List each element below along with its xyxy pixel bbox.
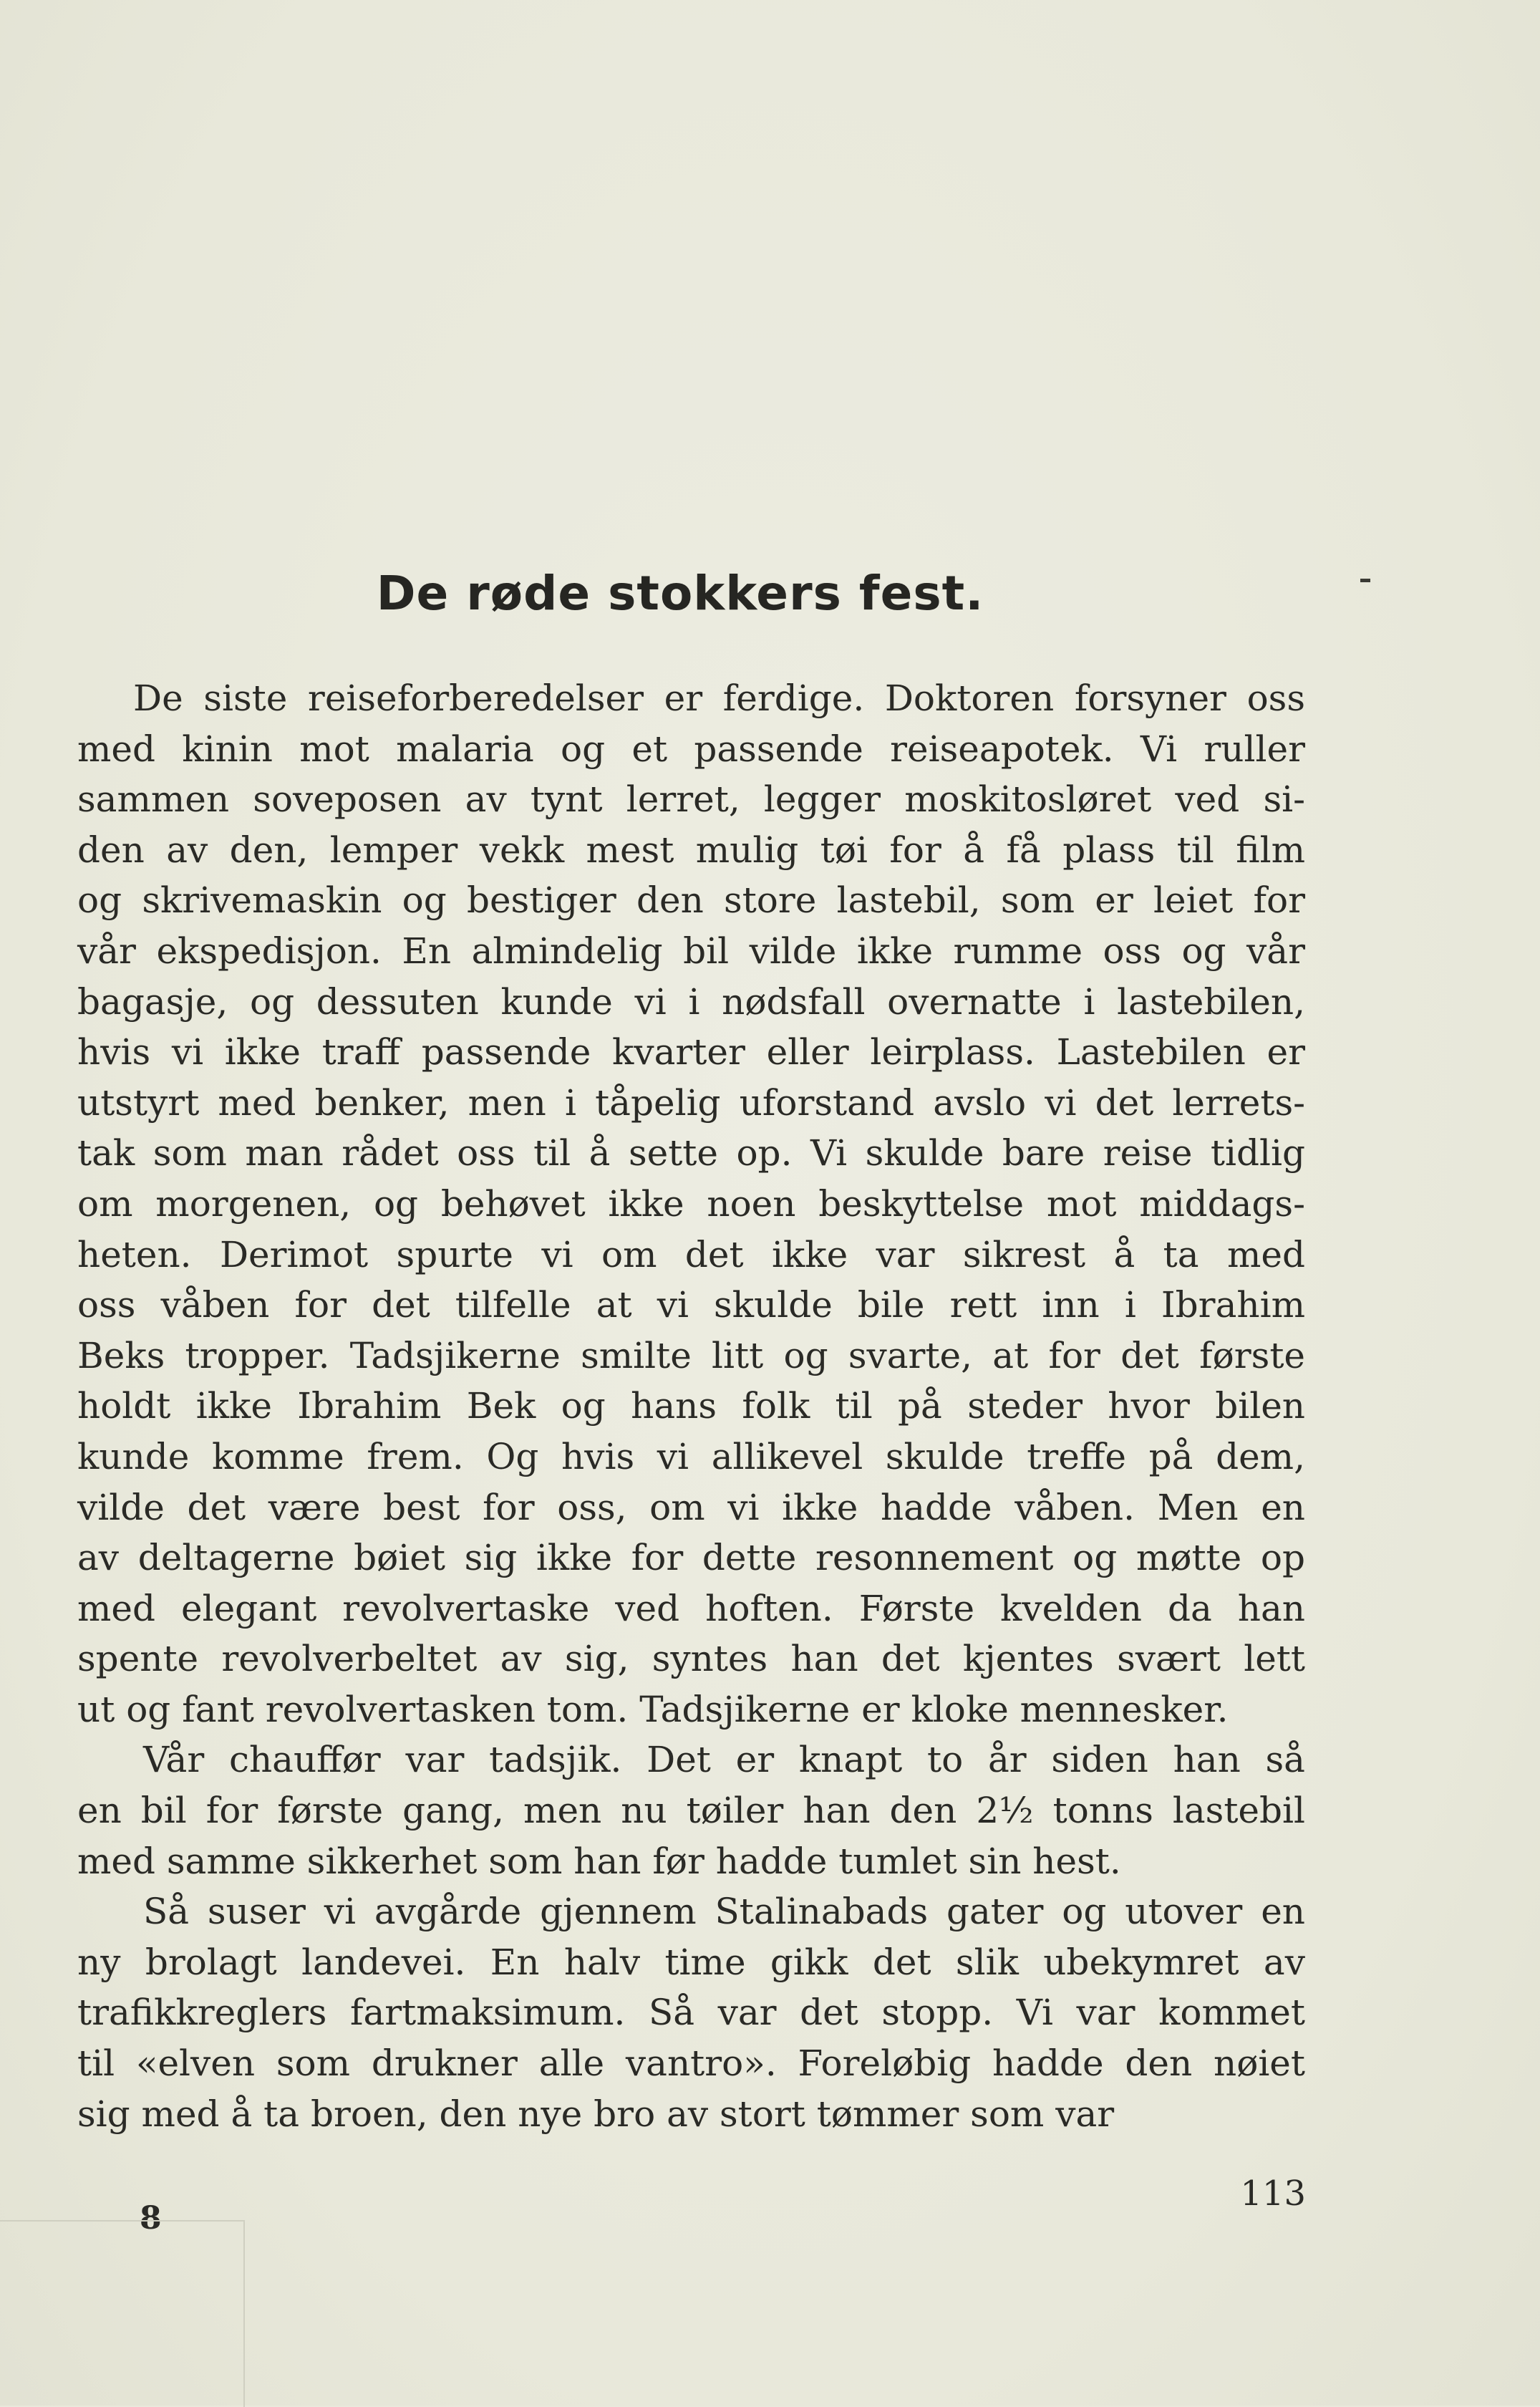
text-line: De siste reiseforberedelser er ferdige. Doktoren forsyner oss [133,677,1305,719]
text-line: sig med å ta broen, den nye bro av stort tømmer som var [77,2093,1115,2135]
paragraph [77,673,1305,1735]
text-line: med kinin mot malaria og et passende reiseapotek. Vi ruller [77,728,1305,770]
text-line: Vår chauffør var tadsjik. Det er knapt to år siden han så [143,1739,1305,1781]
text-line: hvis vi ikke traff passende kvarter eller leirplass. Lastebilen er [77,1031,1305,1074]
text-line: utstyrt med benker, men i tåpelig uforstand avslo vi det lerrets- [77,1081,1305,1124]
text-line: vår ekspedisjon. En almindelig bil vilde ikke rumme oss og vår [77,930,1305,972]
scan-edge [0,2220,245,2407]
text-line: heten. Derimot spurte vi om det ikke var sikrest å ta med [77,1233,1305,1275]
text-line: kunde komme frem. Og hvis vi allikevel skulde treffe på dem, [77,1435,1305,1477]
text-line: ut og fant revolvertasken tom. Tadsjikerne er kloke mennesker. [77,1688,1229,1730]
text-line: spente revolverbeltet av sig, syntes han det kjentes svært lett [77,1638,1305,1680]
body-text [77,673,1305,2139]
text-line: bagasje, og dessuten kunde vi i nødsfall overnatte i lastebilen, [77,980,1305,1023]
text-line: sammen soveposen av tynt lerret, legger moskitosløret ved si- [77,778,1305,821]
text-line: tak som man rådet oss til å sette op. Vi skulde bare reise tidlig [77,1132,1305,1174]
text-line: og skrivemaskin og bestiger den store lastebil, som er leiet for [77,879,1305,922]
paragraph [77,1886,1305,2139]
text-line: Beks tropper. Tadsjikerne smilte litt og svarte, at for det første [77,1334,1305,1376]
text-line: Så suser vi avgårde gjennem Stalinabads gater og utover en [143,1891,1305,1933]
text-line: den av den, lemper vekk mest mulig tøi for å få plass til film [77,829,1305,871]
text-line: om morgenen, og behøvet ikke noen beskyttelse mot middags- [77,1182,1305,1225]
text-line: vilde det være best for oss, om vi ikke hadde våben. Men en [77,1486,1305,1528]
text-line: holdt ikke Ibrahim Bek og hans folk til på steder hvor bilen [77,1385,1305,1427]
paragraph [77,1735,1305,1886]
text-line: med samme sikkerhet som han før hadde tumlet sin hest. [77,1840,1121,1882]
text-line: trafikkreglers fartmaksimum. Så var det stopp. Vi var kommet [77,1992,1305,2034]
text-line: til «elven som drukner alle vantro». Foreløbig hadde den nøiet [77,2042,1305,2085]
margin-mark [1360,579,1370,582]
text-line: ny brolagt landevei. En halv time gikk det slik ubekymret av [77,1941,1305,1983]
text-line: en bil for første gang, men nu tøiler han den 2½ tonns lastebil [77,1790,1305,1832]
page-number: 113 [1240,2174,1306,2214]
text-line: oss våben for det tilfelle at vi skulde bile rett inn i Ibrahim [77,1284,1305,1326]
signature-mark: 8 [140,2200,162,2237]
text-line: av deltagerne bøiet sig ikke for dette resonnement og møtte op [77,1537,1305,1579]
chapter-title: De røde stokkers fest. [376,566,984,621]
text-line: med elegant revolvertaske ved hoften. Første kvelden da han [77,1587,1305,1629]
